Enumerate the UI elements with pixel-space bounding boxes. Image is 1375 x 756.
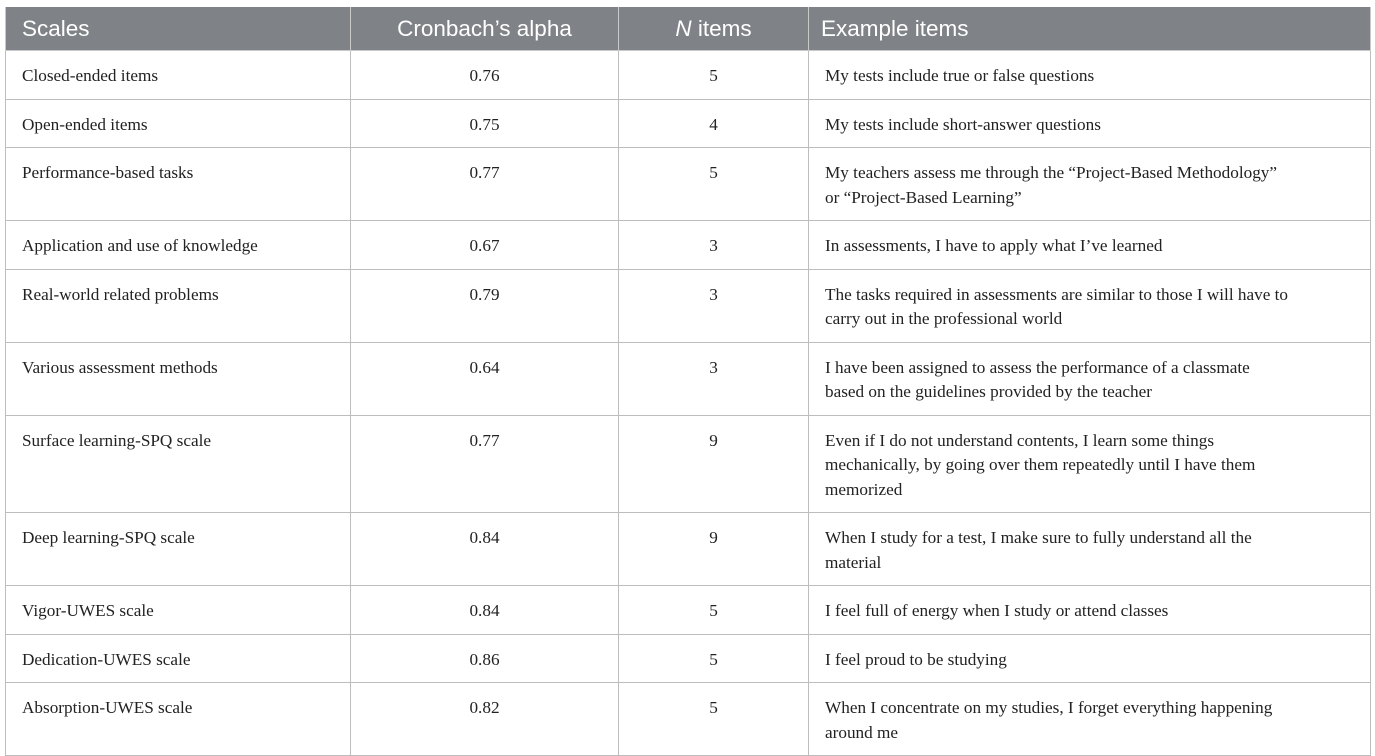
alpha-cell: 0.84 [351,586,619,635]
example-item-cell: I feel proud to be studying [809,634,1371,683]
table-row [6,99,1371,148]
header-n-italic: N [675,15,692,41]
table-row [6,269,1371,342]
example-item-cell: The tasks required in assessments are similar to those I will have to carry out in the professional world [809,269,1371,342]
example-item-cell: My tests include true or false questions [809,51,1371,100]
header-cronbach-alpha: Cronbach’s alpha [351,7,619,51]
scale-cell: Application and use of knowledge [6,221,351,270]
n-items-cell: 3 [619,269,809,342]
alpha-cell: 0.67 [351,221,619,270]
scale-cell: Dedication-UWES scale [6,634,351,683]
table-row [6,586,1371,635]
n-items-cell: 9 [619,513,809,586]
alpha-cell: 0.77 [351,148,619,221]
header-example-items: Example items [809,7,1371,51]
scale-cell: Absorption-UWES scale [6,683,351,756]
alpha-cell: 0.77 [351,415,619,513]
scale-cell: Real-world related problems [6,269,351,342]
table-row [6,415,1371,513]
n-items-cell: 5 [619,148,809,221]
n-items-cell: 5 [619,683,809,756]
alpha-cell: 0.82 [351,683,619,756]
table-header [6,7,1371,51]
example-item-cell: Even if I do not understand contents, I learn some things mechanically, by going over them repeatedly until I have them memorized [809,415,1371,513]
n-items-cell: 5 [619,51,809,100]
alpha-cell: 0.84 [351,513,619,586]
n-items-cell: 3 [619,342,809,415]
scale-cell: Deep learning-SPQ scale [6,513,351,586]
n-items-cell: 4 [619,99,809,148]
table-row [6,221,1371,270]
alpha-cell: 0.75 [351,99,619,148]
table-row [6,513,1371,586]
table-row [6,683,1371,756]
scales-reliability-table [5,7,1371,756]
n-items-cell: 5 [619,586,809,635]
alpha-cell: 0.86 [351,634,619,683]
table-row [6,148,1371,221]
scale-cell: Surface learning-SPQ scale [6,415,351,513]
n-items-cell: 9 [619,415,809,513]
table-body [6,51,1371,756]
example-item-cell: In assessments, I have to apply what I’ve learned [809,221,1371,270]
header-n-items-rest: items [691,15,752,41]
scale-cell: Various assessment methods [6,342,351,415]
scale-cell: Vigor-UWES scale [6,586,351,635]
example-item-cell: I feel full of energy when I study or attend classes [809,586,1371,635]
example-item-cell: My teachers assess me through the “Project-Based Methodology” or “Project-Based Learning” [809,148,1371,221]
n-items-cell: 3 [619,221,809,270]
example-item-cell: I have been assigned to assess the performance of a classmate based on the guidelines provided by the teacher [809,342,1371,415]
table-row [6,634,1371,683]
example-item-cell: My tests include short-answer questions [809,99,1371,148]
n-items-cell: 5 [619,634,809,683]
table-row [6,51,1371,100]
header-scales: Scales [6,7,351,51]
alpha-cell: 0.64 [351,342,619,415]
table-row [6,342,1371,415]
alpha-cell: 0.79 [351,269,619,342]
scale-cell: Closed-ended items [6,51,351,100]
header-n-items [619,7,809,51]
scale-cell: Open-ended items [6,99,351,148]
example-item-cell: When I study for a test, I make sure to fully understand all the material [809,513,1371,586]
header-row [6,7,1371,51]
alpha-cell: 0.76 [351,51,619,100]
example-item-cell: When I concentrate on my studies, I forget everything happening around me [809,683,1371,756]
scale-cell: Performance-based tasks [6,148,351,221]
